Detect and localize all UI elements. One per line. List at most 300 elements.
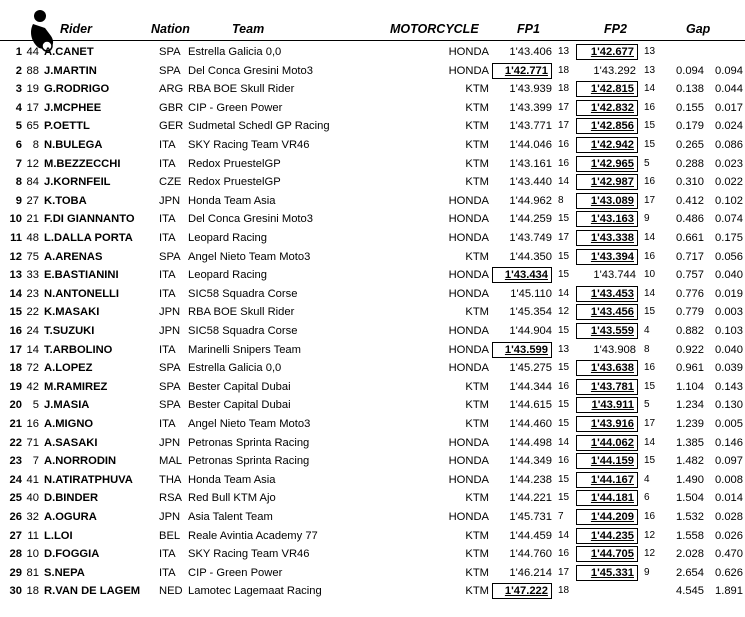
gap-previous-cell: 0.040 [715,269,743,282]
team-cell: CIP - Green Power [188,566,283,579]
gap-first-cell: 1.490 [676,473,704,486]
rider-name-cell: A.OGURA [44,511,97,523]
team-cell: Redox PruestelGP [188,157,281,170]
motorcycle-cell: HONDA [448,436,489,449]
rider-number-cell: 81 [26,566,39,579]
team-cell: Honda Team Asia [188,194,276,207]
rider-name-cell: A.NORRODIN [44,455,117,468]
rider-name-cell: A.SASAKI [44,436,98,449]
table-row [0,136,745,155]
header-divider [0,40,745,41]
position-cell: 24 [9,473,22,486]
rider-name-cell: G.RODRIGO [44,83,110,96]
fp2-lap-cell: 5 [644,399,650,411]
rider-number-cell: 16 [26,418,39,430]
team-cell: Bester Capital Dubai [188,380,291,393]
fp1-lap-cell: 15 [558,325,570,336]
fp1-time-cell: 1'43.434 [492,267,552,283]
gap-previous-cell: 0.074 [715,213,743,226]
fp1-time-cell: 1'43.939 [509,83,552,96]
position-cell: 1 [15,46,22,58]
motorcycle-cell: HONDA [448,46,489,58]
fp2-time-cell: 1'43.394 [576,249,638,265]
rider-name-cell: K.MASAKI [44,306,100,319]
table-row [0,341,745,360]
fp1-lap-cell: 14 [558,529,570,541]
fp2-lap-cell: 14 [644,287,656,299]
rider-number-cell: 21 [26,213,39,226]
motorcycle-cell: KTM [465,120,489,133]
fp2-lap-cell: 4 [644,325,650,336]
fp2-lap-cell: 13 [644,64,656,76]
nation-cell: RSA [159,492,183,505]
motorcycle-cell: KTM [465,157,489,170]
team-cell: SKY Racing Team VR46 [188,139,310,151]
fp1-lap-cell: 18 [558,83,570,95]
gap-previous-cell: 0.470 [715,548,743,561]
nation-cell: SPA [159,399,181,412]
position-cell: 15 [9,306,22,319]
gap-previous-cell: 0.175 [715,232,743,244]
rider-name-cell: M.BEZZECCHI [44,157,121,170]
team-cell: RBA BOE Skull Rider [188,306,295,319]
table-row [0,322,745,341]
table-row [0,527,745,546]
rider-number-cell: 8 [32,139,39,151]
rider-name-cell: L.DALLA PORTA [44,232,133,244]
nation-cell: ITA [159,343,176,356]
fp2-lap-cell: 14 [644,436,656,448]
fp1-lap-cell: 16 [558,380,570,392]
rider-number-cell: 75 [26,250,39,263]
position-cell: 26 [9,511,22,523]
motorcycle-cell: KTM [465,139,489,151]
position-cell: 4 [15,101,22,114]
position-cell: 30 [9,585,22,598]
nation-cell: SPA [159,362,181,375]
motorcycle-cell: KTM [465,418,489,430]
nation-cell: JPN [159,436,181,449]
gap-previous-cell: 0.086 [715,139,743,151]
gap-header: Gap [686,22,711,36]
table-row [0,155,745,174]
rider-name-cell: L.LOI [44,529,73,542]
gap-previous-cell: 0.626 [715,566,743,579]
team-cell: Angel Nieto Team Moto3 [188,250,311,263]
rider-number-cell: 5 [32,399,39,412]
fp1-lap-cell: 16 [558,139,570,150]
motorcycle-cell: HONDA [448,325,489,337]
fp2-lap-cell: 14 [644,232,656,243]
fp1-time-cell: 1'44.459 [509,529,552,542]
nation-cell: SPA [159,250,181,263]
motorcycle-cell: HONDA [448,269,489,282]
gap-first-cell: 0.961 [676,362,704,375]
motorcycle-cell: HONDA [448,287,489,300]
fp2-time-cell: 1'43.781 [576,379,638,395]
team-cell: Red Bull KTM Ajo [188,492,276,505]
nation-cell: CZE [159,176,182,189]
gap-first-cell: 0.265 [676,139,704,151]
fp2-lap-cell: 16 [644,176,656,188]
fp1-time-cell: 1'45.731 [509,511,552,523]
fp2-time-cell: 1'42.677 [576,44,638,60]
rider-name-cell: N.BULEGA [44,139,103,151]
fp1-lap-cell: 15 [558,399,570,411]
gap-first-cell: 1.234 [676,399,704,412]
gap-previous-cell: 0.039 [715,362,743,375]
rider-name-cell: N.ANTONELLI [44,287,119,300]
rider-name-cell: T.SUZUKI [44,325,95,337]
rider-number-cell: 44 [26,46,39,58]
fp2-time-cell: 1'43.292 [593,64,636,77]
fp1-lap-cell: 15 [558,250,570,262]
rider-number-cell: 40 [26,492,39,505]
rider-number-cell: 88 [26,64,39,77]
fp1-time-cell: 1'47.222 [492,583,552,599]
fp2-time-cell: 1'43.744 [593,269,636,282]
rider-name-cell: N.ATIRATPHUVA [44,473,133,486]
rider-number-cell: 7 [32,455,39,468]
fp2-time-cell: 1'43.456 [576,304,638,320]
table-row [0,452,745,471]
table-row [0,303,745,322]
motorcycle-cell: KTM [465,306,489,319]
position-cell: 22 [9,436,22,449]
rider-number-cell: 18 [26,585,39,598]
nation-cell: SPA [159,380,181,393]
motorcycle-cell: HONDA [448,343,489,356]
fp2-lap-cell: 16 [644,101,656,113]
fp2-lap-cell: 14 [644,83,656,95]
gap-previous-cell: 0.008 [715,473,743,486]
team-cell: Del Conca Gresini Moto3 [188,64,313,77]
team-cell: Lamotec Lagemaat Racing [188,585,322,598]
table-row [0,434,745,453]
fp1-time-cell: 1'44.350 [509,250,552,263]
gap-previous-cell: 0.022 [715,176,743,189]
table-header [0,0,745,40]
fp2-lap-cell: 6 [644,492,650,504]
position-cell: 5 [15,120,22,133]
nation-cell: ITA [159,287,176,300]
fp1-time-cell: 1'44.904 [509,325,552,337]
fp1-time-cell: 1'45.110 [510,287,552,300]
team-cell: Redox PruestelGP [188,176,281,189]
fp2-lap-cell: 12 [644,529,656,541]
fp2-time-cell: 1'42.942 [576,137,638,153]
table-row [0,285,745,304]
table-row [0,248,745,267]
rider-number-cell: 32 [26,511,39,523]
rider-name-cell: J.MASIA [44,399,90,412]
rider-number-cell: 42 [26,380,39,393]
team-cell: RBA BOE Skull Rider [188,83,295,96]
fp2-time-cell: 1'42.987 [576,174,638,190]
fp1-header: FP1 [517,22,540,36]
nation-cell: JPN [159,306,181,319]
team-cell: Leopard Racing [188,269,267,282]
table-row [0,192,745,211]
gap-first-cell: 1.239 [676,418,704,430]
position-cell: 14 [9,287,22,300]
position-cell: 7 [15,157,22,170]
position-cell: 6 [15,139,22,151]
team-cell: Honda Team Asia [188,473,276,486]
gap-previous-cell: 0.097 [715,455,743,468]
fp1-lap-cell: 17 [558,101,570,113]
fp2-time-cell: 1'44.209 [576,509,638,525]
rider-name-cell: S.NEPA [44,566,85,579]
motorcycle-cell: KTM [465,101,489,114]
table-row [0,117,745,136]
fp1-time-cell: 1'44.615 [509,399,552,412]
fp1-lap-cell: 15 [558,362,570,374]
nation-cell: GER [159,120,184,133]
gap-previous-cell: 0.026 [715,529,743,542]
rider-number-cell: 72 [26,362,39,375]
position-cell: 9 [15,194,22,207]
motorcycle-cell: KTM [465,585,489,598]
team-cell: SIC58 Squadra Corse [188,287,298,300]
gap-previous-cell: 0.017 [715,101,743,114]
gap-first-cell: 2.028 [676,548,704,561]
fp2-time-cell: 1'43.916 [576,416,638,432]
motorcycle-cell: KTM [465,399,489,412]
gap-first-cell: 2.654 [676,566,704,579]
nation-cell: ITA [159,157,176,170]
team-cell: Petronas Sprinta Racing [188,436,310,449]
position-cell: 20 [9,399,22,412]
fp2-lap-cell: 17 [644,194,656,206]
fp1-lap-cell: 13 [558,343,570,355]
nation-cell: ITA [159,213,176,226]
team-cell: SIC58 Squadra Corse [188,325,298,337]
fp2-time-cell: 1'42.815 [576,81,638,97]
gap-previous-cell: 0.003 [715,306,743,319]
table-row [0,62,745,81]
team-cell: Reale Avintia Academy 77 [188,529,318,542]
fp2-time-cell: 1'45.331 [576,565,638,581]
rider-name-cell: A.ARENAS [44,250,103,263]
gap-first-cell: 0.779 [676,306,704,319]
rider-header: Rider [60,22,92,36]
gap-previous-cell: 0.044 [715,83,743,96]
rider-number-cell: 33 [26,269,39,282]
fp1-lap-cell: 15 [558,269,570,281]
table-row [0,43,745,62]
team-cell: CIP - Green Power [188,101,283,114]
nation-cell: BEL [159,529,181,542]
fp2-time-cell: 1'43.089 [576,193,638,209]
fp2-lap-cell: 9 [644,213,650,225]
table-row [0,80,745,99]
nation-cell: GBR [159,101,184,114]
fp2-lap-cell: 17 [644,418,656,429]
fp2-time-cell: 1'44.159 [576,453,638,469]
gap-previous-cell: 0.024 [715,120,743,133]
fp2-lap-cell: 5 [644,157,650,169]
position-cell: 17 [9,343,22,356]
rider-number-cell: 14 [26,343,39,356]
position-cell: 29 [9,566,22,579]
gap-first-cell: 1.104 [676,380,704,393]
rider-number-cell: 84 [26,176,39,189]
rider-name-cell: K.TOBA [44,194,87,207]
position-cell: 16 [9,325,22,337]
fp1-time-cell: 1'46.214 [509,566,552,579]
rider-name-cell: M.RAMIREZ [44,380,108,393]
position-cell: 3 [15,83,22,96]
rider-name-cell: P.OETTL [44,120,90,133]
motorcycle-cell: HONDA [448,213,489,226]
fp1-time-cell: 1'44.460 [509,418,552,430]
fp2-time-cell: 1'42.965 [576,156,638,172]
fp1-time-cell: 1'43.440 [509,176,552,189]
gap-first-cell: 1.504 [676,492,704,505]
gap-first-cell: 0.486 [676,213,704,226]
nation-cell: ITA [159,548,176,561]
fp1-time-cell: 1'44.221 [509,492,552,505]
gap-first-cell: 1.385 [676,436,704,449]
motorcycle-cell: KTM [465,83,489,96]
fp1-lap-cell: 13 [558,46,570,57]
team-cell: SKY Racing Team VR46 [188,548,310,561]
rider-name-cell: F.DI GIANNANTO [44,213,135,226]
rider-number-cell: 27 [26,194,39,207]
fp2-time-cell: 1'44.181 [576,490,638,506]
fp1-time-cell: 1'45.275 [509,362,552,375]
motorcycle-cell: HONDA [448,362,489,375]
rider-name-cell: D.BINDER [44,492,99,505]
fp2-lap-cell: 15 [644,139,656,150]
fp2-lap-cell: 12 [644,548,656,560]
gap-first-cell: 1.558 [676,529,704,542]
fp2-time-cell: 1'43.908 [593,343,636,356]
fp1-lap-cell: 18 [558,585,570,597]
position-cell: 8 [15,176,22,189]
fp1-time-cell: 1'44.760 [509,548,552,561]
team-cell: Bester Capital Dubai [188,399,291,412]
gap-first-cell: 0.138 [676,83,704,96]
nation-cell: SPA [159,46,181,58]
motorcycle-cell: KTM [465,380,489,393]
gap-previous-cell: 0.028 [715,511,743,523]
fp1-lap-cell: 17 [558,232,570,243]
position-cell: 21 [9,418,22,430]
gap-first-cell: 1.532 [676,511,704,523]
gap-first-cell: 0.412 [676,194,704,207]
fp1-lap-cell: 14 [558,287,570,299]
fp2-lap-cell: 15 [644,306,656,318]
rider-number-cell: 10 [26,548,39,561]
fp2-time-cell: 1'43.638 [576,360,638,376]
rider-name-cell: A.CANET [44,46,94,58]
fp1-lap-cell: 15 [558,473,570,485]
fp1-time-cell: 1'45.354 [509,306,552,319]
rider-name-cell: R.VAN DE LAGEM [44,585,141,598]
team-cell: Del Conca Gresini Moto3 [188,213,313,226]
motorcycle-cell: HONDA [448,511,489,523]
motorcycle-header: MOTORCYCLE [390,22,479,36]
nation-cell: SPA [159,64,181,77]
position-cell: 13 [9,269,22,282]
motorcycle-cell: HONDA [448,473,489,486]
motorcycle-cell: KTM [465,529,489,542]
gap-first-cell: 0.882 [676,325,704,337]
team-cell: Estrella Galicia 0,0 [188,46,282,58]
table-row [0,173,745,192]
table-row [0,545,745,564]
gap-first-cell: 0.155 [676,101,704,114]
position-cell: 23 [9,455,22,468]
rider-number-cell: 22 [26,306,39,319]
motorcycle-cell: HONDA [448,232,489,244]
table-row [0,489,745,508]
fp1-time-cell: 1'44.046 [509,139,552,151]
motorcycle-cell: KTM [465,250,489,263]
fp2-time-cell: 1'43.338 [576,230,638,246]
rider-name-cell: A.MIGNO [44,418,94,430]
fp2-time-cell: 1'44.235 [576,528,638,544]
team-cell: Leopard Racing [188,232,267,244]
table-row [0,99,745,118]
nation-cell: ITA [159,269,176,282]
rider-number-cell: 12 [26,157,39,170]
table-row [0,266,745,285]
position-cell: 27 [9,529,22,542]
gap-first-cell: 0.717 [676,250,704,263]
fp2-lap-cell: 15 [644,120,656,132]
motorcycle-cell: KTM [465,176,489,189]
table-row [0,564,745,583]
position-cell: 11 [10,232,22,244]
position-cell: 18 [9,362,22,375]
fp2-lap-cell: 16 [644,511,656,522]
gap-previous-cell: 0.019 [715,287,743,300]
fp2-time-cell: 1'44.705 [576,546,638,562]
nation-cell: ITA [159,418,176,430]
table-row [0,471,745,490]
fp2-time-cell: 1'43.453 [576,286,638,302]
nation-cell: ITA [159,139,176,151]
fp1-lap-cell: 15 [558,418,570,429]
fp2-header: FP2 [604,22,627,36]
gap-previous-cell: 0.056 [715,250,743,263]
gap-first-cell: 0.310 [676,176,704,189]
fp2-lap-cell: 16 [644,250,656,262]
team-cell: Sudmetal Schedl GP Racing [188,120,330,133]
nation-cell: ITA [159,232,176,244]
gap-previous-cell: 1.891 [715,585,743,598]
fp1-time-cell: 1'43.771 [509,120,552,133]
fp1-lap-cell: 14 [558,176,570,188]
rider-name-cell: J.MCPHEE [44,101,102,114]
fp1-time-cell: 1'44.238 [509,473,552,486]
rider-number-cell: 48 [26,232,39,244]
fp1-time-cell: 1'44.344 [509,380,552,393]
table-row [0,210,745,229]
fp1-time-cell: 1'43.406 [509,46,552,58]
motorcycle-cell: HONDA [448,64,489,77]
rider-name-cell: A.LOPEZ [44,362,93,375]
nation-cell: ITA [159,566,176,579]
gap-previous-cell: 0.023 [715,157,743,170]
fp1-time-cell: 1'44.349 [509,455,552,468]
gap-previous-cell: 0.005 [715,418,743,430]
nation-cell: THA [159,473,182,486]
position-cell: 2 [15,64,22,77]
